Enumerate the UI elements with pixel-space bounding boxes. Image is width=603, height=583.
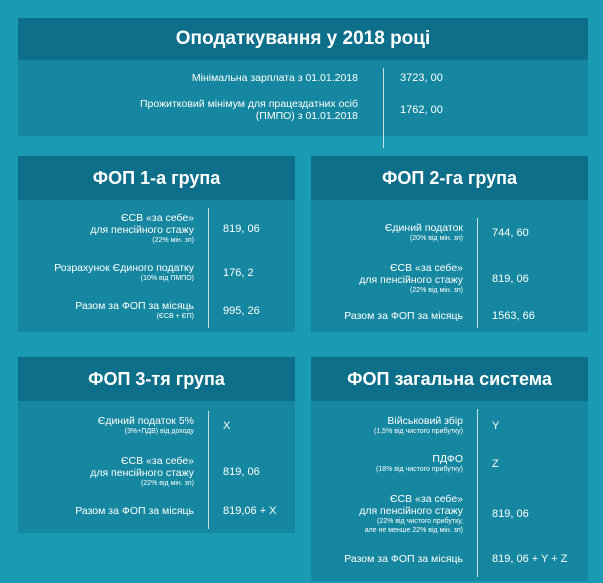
living-wage-label (18, 98, 358, 122)
g1-esv-note: (22% мін. зп) (152, 237, 194, 244)
gen-esv-row (311, 493, 588, 535)
gen-pdfo-label-text: ПДФО (432, 453, 463, 465)
fop-group2-title: ФОП 2-га група (311, 156, 588, 200)
gen-total-label: Разом за ФОП за місяць (344, 553, 463, 565)
g1-single-tax-value: 176, 2 (223, 266, 254, 279)
g1-single-tax-label (18, 262, 194, 283)
g2-total-value: 1563, 66 (492, 310, 535, 322)
g1-total-note: (ЄСВ + ЄП) (156, 313, 194, 320)
gen-pdfo-label (311, 453, 463, 474)
g2-esv-value: 819, 06 (492, 272, 529, 285)
g3-esv-note: (22% від мін. зп) (140, 480, 194, 487)
g3-esv-row (18, 455, 295, 488)
living-wage-value: 1762, 00 (400, 104, 443, 116)
g1-single-tax-row (18, 262, 295, 283)
taxation-2018-title: Оподаткування у 2018 році (18, 18, 588, 60)
g2-single-tax-note: (20% від мін. зп) (409, 235, 463, 242)
gen-military-row (311, 415, 588, 436)
gen-esv-note-line2: але не менше 22% від мін. зп) (364, 527, 463, 534)
g1-total-label (18, 300, 194, 321)
gen-pdfo-note: (18% від чистого прибутку) (375, 466, 463, 473)
gen-military-label (311, 415, 463, 436)
g3-esv-label-line1: ЄСВ «за себе» (120, 455, 194, 467)
g3-single-tax-label (18, 415, 194, 436)
g2-esv-label-line1: ЄСВ «за себе» (389, 262, 463, 274)
gen-esv-note-line1: (22% від чистого прибутку, (377, 518, 463, 525)
g2-single-tax-value: 744, 60 (492, 226, 529, 239)
g3-total-row (18, 505, 295, 517)
g3-total-label: Разом за ФОП за місяць (75, 505, 194, 517)
g3-esv-label-line2: для пенсійного стажу (90, 467, 194, 479)
taxation-2018-panel (18, 18, 588, 136)
g3-single-tax-row (18, 415, 295, 436)
gen-pdfo-row (311, 453, 588, 474)
g1-esv-row (18, 212, 295, 245)
g3-single-tax-value: X (223, 419, 231, 432)
fop-group3-title: ФОП 3-тя група (18, 357, 295, 401)
g1-total-row (18, 300, 295, 321)
gen-military-value: Y (492, 419, 500, 432)
g1-single-tax-note: (10% від ПМПО) (140, 275, 194, 282)
min-salary-label: Мінімальна зарплата з 01.01.2018 (191, 72, 358, 84)
g2-single-tax-label-text: Єдиний податок (384, 222, 463, 234)
g2-total-row (311, 310, 588, 322)
min-salary-row (18, 72, 588, 84)
g1-esv-label (18, 212, 194, 245)
g2-esv-row (311, 262, 588, 295)
gen-esv-value: 819, 06 (492, 508, 529, 520)
fop-group1-panel (18, 156, 295, 332)
g3-single-tax-label-text: Єдиний податок 5% (97, 415, 194, 427)
g1-single-tax-label-text: Розрахунок Єдиного податку (54, 262, 194, 274)
g3-total-value: 819,06 + X (223, 505, 277, 517)
g3-single-tax-note: (3%+ПДВ) від доходу (124, 428, 194, 435)
g2-total-label: Разом за ФОП за місяць (344, 310, 463, 322)
g3-esv-label (18, 455, 194, 488)
gen-total-row (311, 553, 588, 565)
fop-general-title: ФОП загальна система (311, 357, 588, 401)
living-wage-row (18, 98, 588, 122)
g1-esv-label-line1: ЄСВ «за себе» (120, 212, 194, 224)
g1-esv-value: 819, 06 (223, 222, 260, 235)
fop-group2-panel (311, 156, 588, 332)
g2-esv-label (311, 262, 463, 295)
gen-esv-label-line2: для пенсійного стажу (359, 505, 463, 517)
g1-total-label-text: Разом за ФОП за місяць (75, 300, 194, 312)
g2-single-tax-label (311, 222, 463, 243)
living-wage-label-line1: Прожитковий мінімум для працездатних осіб (140, 98, 358, 110)
gen-total-value: 819, 06 + Y + Z (492, 553, 568, 565)
g3-esv-value: 819, 06 (223, 465, 260, 478)
g2-esv-note: (22% від мін. зп) (409, 287, 463, 294)
g2-single-tax-row (311, 222, 588, 243)
fop-general-panel (311, 357, 588, 581)
fop-group1-title: ФОП 1-а група (18, 156, 295, 200)
gen-military-label-text: Військовий збір (387, 415, 463, 427)
gen-esv-label (311, 493, 463, 535)
fop-group3-panel (18, 357, 295, 533)
gen-esv-label-line1: ЄСВ «за себе» (389, 493, 463, 505)
min-salary-value: 3723, 00 (400, 72, 443, 84)
living-wage-label-line2: (ПМПО) з 01.01.2018 (255, 110, 358, 122)
g1-total-value: 995, 26 (223, 304, 260, 317)
g2-esv-label-line2: для пенсійного стажу (359, 274, 463, 286)
gen-pdfo-value: Z (492, 457, 499, 470)
g1-esv-label-line2: для пенсійного стажу (90, 224, 194, 236)
gen-military-note: (1,5% від чистого прибутку) (374, 428, 463, 435)
